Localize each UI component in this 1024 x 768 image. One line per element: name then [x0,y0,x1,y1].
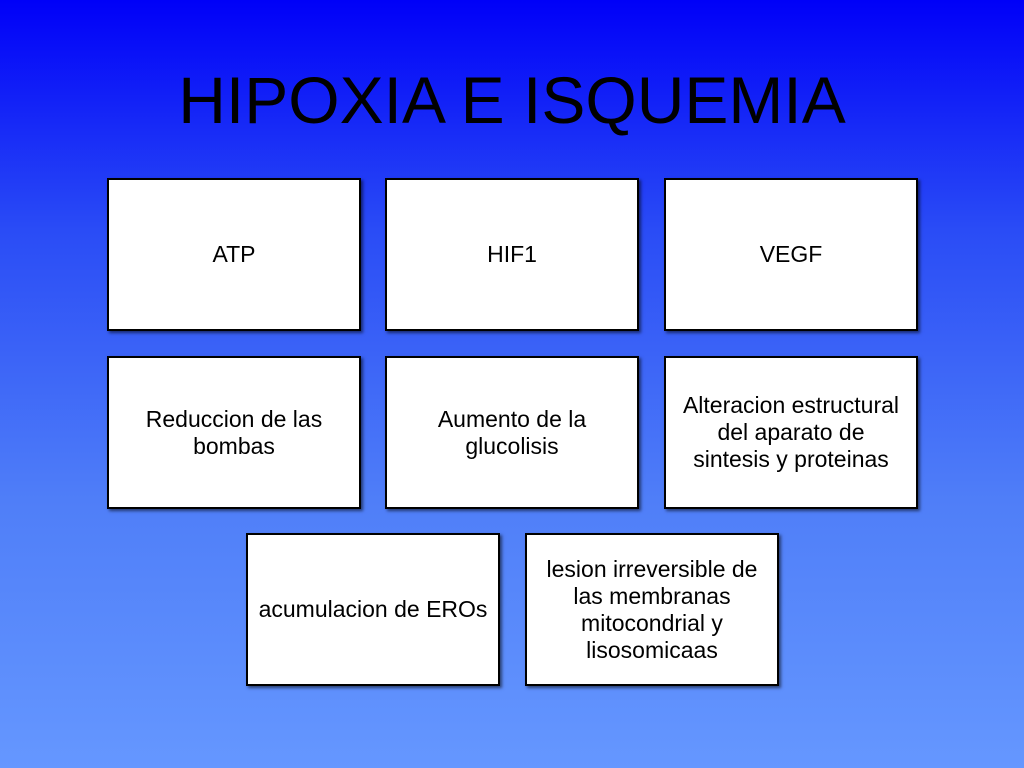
box-atp [107,178,361,331]
box-label: ATP [212,241,256,267]
box-label: Aumento de la glucolisis [437,405,587,459]
box-alteracion-estructural [664,356,918,509]
box-vegf [664,178,918,331]
box-reduccion-bombas [107,356,361,509]
box-label: VEGF [759,241,823,267]
box-label: HIF1 [487,241,537,267]
box-acumulacion-eros [246,533,500,686]
box-hif1 [385,178,639,331]
box-label: lesion irreversible de las membranas mitocondrial y lisosomicaas [546,555,758,663]
slide-title: HIPOXIA E ISQUEMIA [178,63,846,137]
box-lesion-irreversible [525,533,779,686]
box-label: Reduccion de las bombas [145,405,323,459]
box-label: acumulacion de EROs [258,596,488,622]
box-label: Alteracion estructural del aparato de sintesis y proteinas [682,392,900,472]
box-aumento-glucolisis [385,356,639,509]
